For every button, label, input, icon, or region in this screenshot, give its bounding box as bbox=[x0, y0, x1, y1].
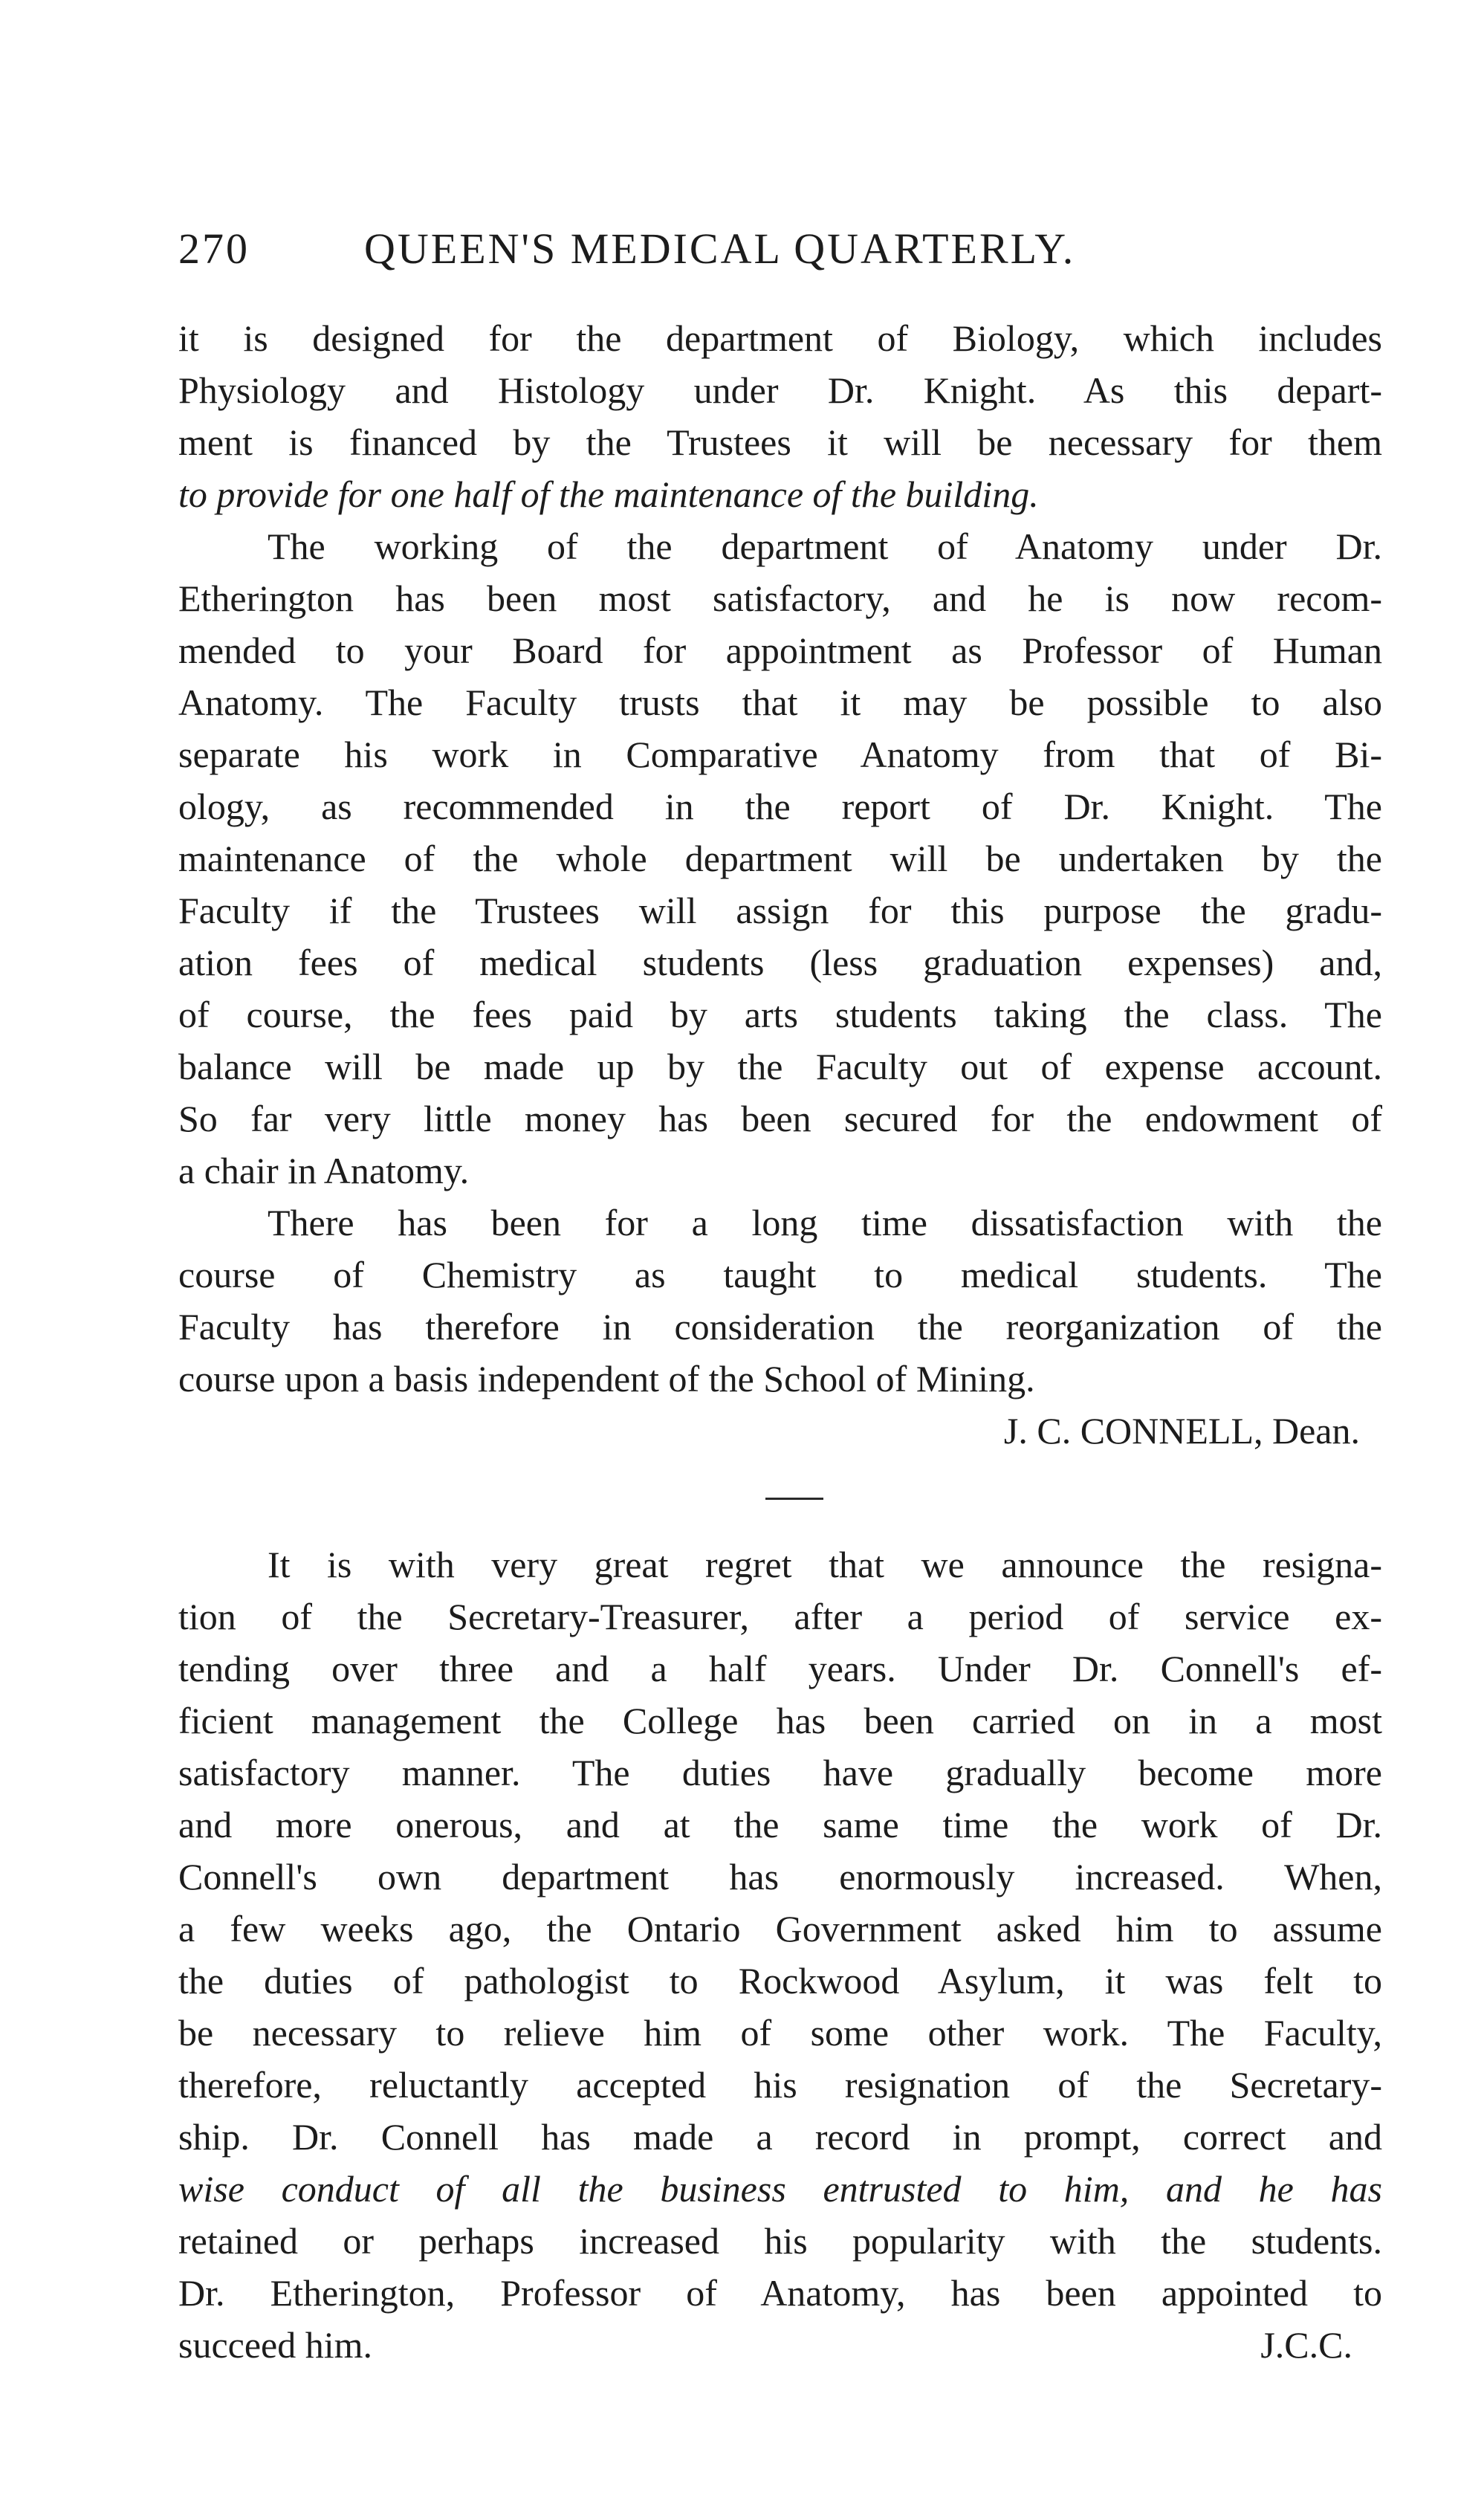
text-line: ship. Dr. Connell has made a record in prompt, correct and bbox=[178, 2116, 1382, 2158]
document-page bbox=[178, 216, 1382, 2371]
paragraph-resignation bbox=[178, 1538, 1382, 2371]
text-line: mended to your Board for appointment as Professor of Human bbox=[178, 630, 1382, 671]
text-line: satisfactory manner. The duties have gradually become more bbox=[178, 1752, 1382, 1793]
text-line: to provide for one half of the maintenance of the building. bbox=[178, 473, 1039, 515]
journal-title: QUEEN'S MEDICAL QUARTERLY. bbox=[364, 224, 1076, 273]
text-line: Physiology and Histology under Dr. Knight. As this depart- bbox=[178, 369, 1382, 411]
paragraph-chemistry bbox=[178, 1197, 1382, 1405]
text-line: Faculty if the Trustees will assign for this purpose the gradu- bbox=[178, 890, 1382, 931]
text-line: ment is financed by the Trustees it will be necessary for them bbox=[178, 421, 1382, 463]
text-line: Connell's own department has enormously increased. When, bbox=[178, 1856, 1382, 1897]
text-line: There has been for a long time dissatisfaction with the bbox=[268, 1202, 1382, 1243]
text-line: tion of the Secretary-Treasurer, after a period of service ex- bbox=[178, 1596, 1382, 1637]
text-line: a chair in Anatomy. bbox=[178, 1150, 470, 1191]
text-line: therefore, reluctantly accepted his resignation of the Secretary- bbox=[178, 2064, 1382, 2106]
section-divider bbox=[765, 1498, 823, 1500]
text-line: separate his work in Comparative Anatomy from that of Bi- bbox=[178, 734, 1382, 775]
signature-dean: J. C. CONNELL, Dean. bbox=[1003, 1410, 1360, 1452]
text-line: of course, the fees paid by arts students taking the class. The bbox=[178, 994, 1382, 1035]
text-line: and more onerous, and at the same time the work of Dr. bbox=[178, 1804, 1382, 1845]
text-line: maintenance of the whole department will be undertaken by the bbox=[178, 838, 1382, 879]
text-line: be necessary to relieve him of some other work. The Faculty, bbox=[178, 2012, 1382, 2054]
text-line: It is with very great regret that we announce the resigna- bbox=[268, 1544, 1382, 1585]
signature-initials: J.C.C. bbox=[1260, 2324, 1352, 2366]
text-line: course upon a basis independent of the School of Mining. bbox=[178, 1358, 1035, 1400]
text-line: wise conduct of all the business entrusted to him, and he has bbox=[178, 2168, 1382, 2210]
text-line: it is designed for the department of Biology, which includes bbox=[178, 317, 1382, 359]
closing-line bbox=[178, 2319, 1382, 2371]
running-head bbox=[178, 216, 1382, 282]
text-line: Dr. Etherington, Professor of Anatomy, has been appointed to bbox=[178, 2272, 1382, 2314]
paragraph-biology bbox=[178, 312, 1382, 520]
paragraph-anatomy bbox=[178, 520, 1382, 1197]
text-line: course of Chemistry as taught to medical students. The bbox=[178, 1254, 1382, 1295]
text-line: retained or perhaps increased his popularity with the students. bbox=[178, 2220, 1382, 2262]
text-line: Faculty has therefore in consideration the reorganization of the bbox=[178, 1306, 1382, 1347]
text-line: ation fees of medical students (less graduation expenses) and, bbox=[178, 942, 1382, 983]
text-line: The working of the department of Anatomy under Dr. bbox=[268, 525, 1382, 567]
text-line: Etherington has been most satisfactory, and he is now recom- bbox=[178, 577, 1382, 619]
text-line: the duties of pathologist to Rockwood Asylum, it was felt to bbox=[178, 1960, 1382, 2002]
text-line: So far very little money has been secured for the endowment of bbox=[178, 1098, 1382, 1139]
text-line: succeed him. bbox=[178, 2324, 373, 2366]
text-line: tending over three and a half years. Under Dr. Connell's ef- bbox=[178, 1648, 1382, 1689]
text-line: Anatomy. The Faculty trusts that it may be possible to also bbox=[178, 682, 1382, 723]
page-number: 270 bbox=[178, 224, 250, 273]
text-line: a few weeks ago, the Ontario Government asked him to assume bbox=[178, 1908, 1382, 1949]
text-line: ology, as recommended in the report of Dr. Knight. The bbox=[178, 786, 1382, 827]
text-line: ficient management the College has been carried on in a most bbox=[178, 1700, 1382, 1741]
text-line: balance will be made up by the Faculty out of expense account. bbox=[178, 1046, 1382, 1087]
